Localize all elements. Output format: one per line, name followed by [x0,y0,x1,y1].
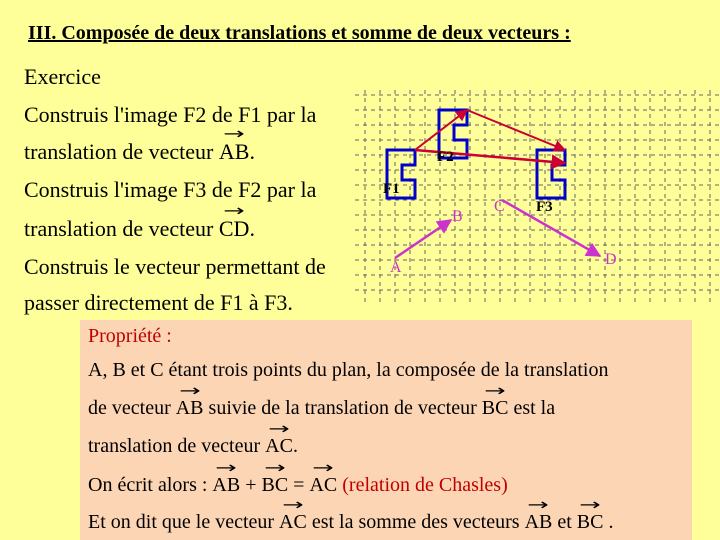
label-b: B [452,208,463,225]
label-f2: F2 [437,149,454,165]
vector-ab: → AB [219,141,250,163]
exercise-line-5: Construis le vecteur permettant de [24,254,326,279]
exercise-line-4: translation de vecteur → CD. [24,218,255,240]
vector-f1-f2-arrow [415,110,467,150]
vector-ac: → AC [279,512,307,532]
shape-f3 [537,150,565,198]
exercise-line-3: Construis l'image F3 de F2 par la [24,177,317,202]
page-title: III. Composée de deux translations et somme de deux vecteurs : [28,22,571,44]
label-d: D [605,251,617,268]
chasles-note: (relation de Chasles) [342,474,508,496]
vector-ac: → AC [265,436,293,456]
vector-bc: → BC [482,398,509,418]
property-box [80,320,692,540]
vector-bc: → BC [261,475,288,495]
vector-ac: → AC [309,475,337,495]
label-a: A [390,259,402,276]
vector-cd: → CD [219,218,250,240]
property-line-5: Et on dit que le vecteur → AC est la somme des vecteurs → AB et → BC . [88,512,613,532]
vector-ab: → AB [212,475,240,495]
label-c: C [494,198,505,215]
vector-ab: → AB [176,398,204,418]
property-line-1: A, B et C étant trois points du plan, la composée de la translation [88,359,609,381]
exercise-line-2: translation de vecteur → AB. [24,141,255,163]
label-f1: F1 [383,181,400,197]
property-line-3: translation de vecteur → AC. [88,436,298,456]
vector-bc: → BC [577,512,604,532]
vector-ab-arrow [395,220,451,258]
exercise-line-1: Construis l'image F2 de F1 par la [24,102,317,127]
property-line-2: de vecteur → AB suivie de la translation de vecteur → BC est la [88,398,555,418]
property-heading: Propriété : [88,325,172,347]
translation-figure [355,90,720,305]
label-f3: F3 [536,199,553,215]
property-line-4: On écrit alors : → AB + → BC = → AC (relation de Chasles) [88,475,508,495]
exercise-line-6: passer directement de F1 à F3. [24,290,293,315]
exercise-heading: Exercice [24,64,101,89]
vector-ab: → AB [525,512,553,532]
vector-f2-f3-arrow [467,110,565,150]
